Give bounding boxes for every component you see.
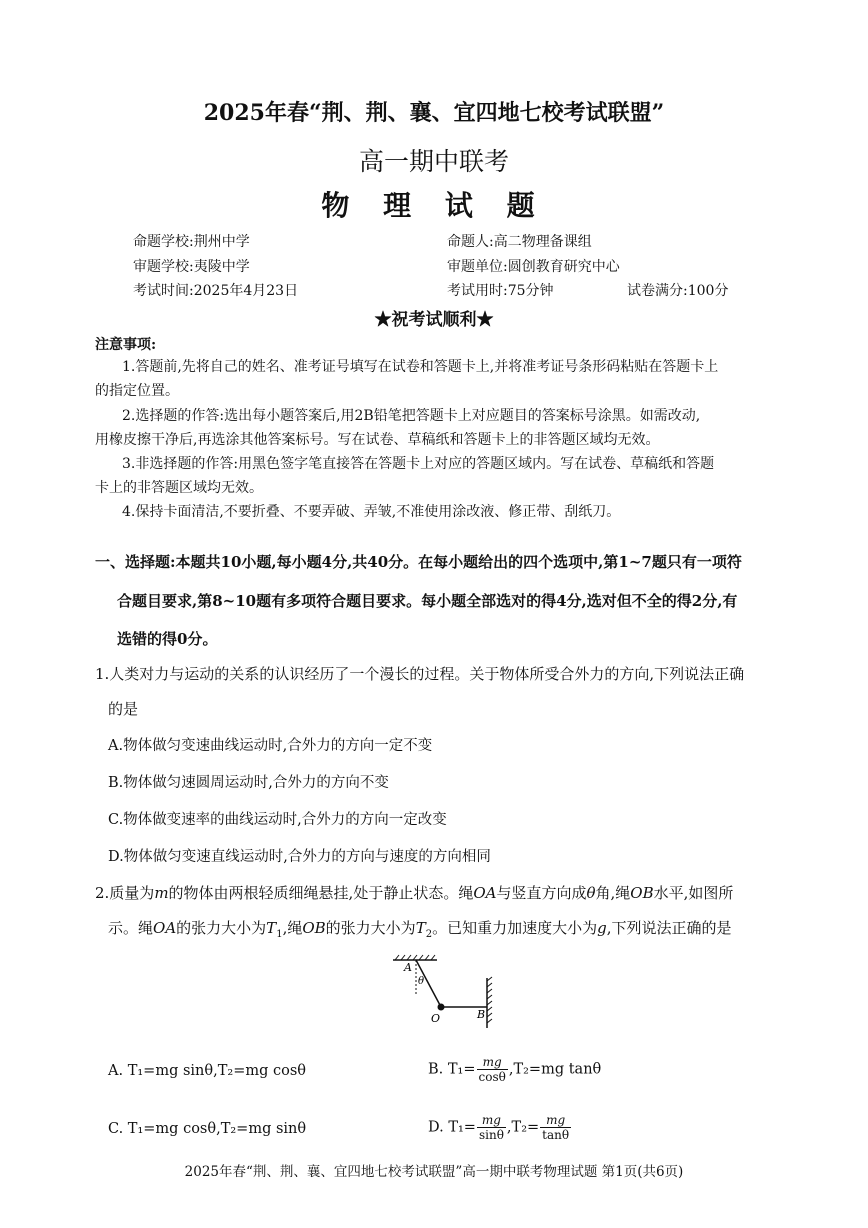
fraction: $\frac{mg}{\sin\theta}$ <box>478 1113 504 1142</box>
mass-point <box>438 1004 445 1011</box>
q2-option-b: B. T₁= $\frac{mg}{\cos\theta}$ ,T₂=mg tanθ <box>428 1055 602 1084</box>
q1-stem-line1: 1.人类对力与运动的关系的认识经历了一个漫长的过程。关于物体所受合外力的方向,下列说法正确 <box>95 665 745 683</box>
subject-title: 物 理 试 题 <box>321 189 547 222</box>
q2-option-a: A. T₁=mg sinθ,T₂=mg cosθ <box>108 1063 307 1079</box>
meta-school-review: 审题学校:夷陵中学 <box>133 259 250 275</box>
q2-stem-line1: 2.质量为m的物体由两根轻质细绳悬挂,处于静止状态。绳OA与竖直方向成θ角,绳OB水平,如图所 <box>95 884 734 902</box>
note-1b: 的指定位置。 <box>95 383 179 399</box>
page-footer: 2025年春“荆、荆、襄、宜四地七校考试联盟”高一期中联考物理试题 第1页(共6页) <box>184 1164 684 1180</box>
note-2a: 2.选择题的作答:选出每小题答案后,用2B铅笔把答题卡上对应题目的答案标号涂黑。如需改动, <box>122 408 701 424</box>
note-3b: 卡上的非答题区域均无效。 <box>95 480 263 496</box>
q1-option-d: D.物体做匀变速直线运动时,合外力的方向与速度的方向相同 <box>108 849 491 865</box>
label-theta: θ <box>418 976 425 987</box>
q1-stem-line2: 的是 <box>108 700 139 718</box>
fraction: $\frac{mg}{\tan\theta}$ <box>542 1113 570 1142</box>
meta-full-score: 试卷满分:100分 <box>627 283 729 299</box>
label-b: B <box>477 1008 486 1021</box>
exam-union-title: 2025年春“荆、荆、襄、宜四地七校考试联盟” <box>203 100 665 126</box>
meta-exam-date: 考试时间:2025年4月23日 <box>133 283 299 299</box>
fraction: $\frac{mg}{\cos\theta}$ <box>478 1055 506 1084</box>
q1-option-b: B.物体做匀速圆周运动时,合外力的方向不变 <box>108 775 389 791</box>
note-4: 4.保持卡面清洁,不要折叠、不要弄破、弄皱,不准使用涂改液、修正带、刮纸刀。 <box>122 504 621 520</box>
label-a: A <box>404 961 412 974</box>
q2-option-c: C. T₁=mg cosθ,T₂=mg sinθ <box>108 1121 307 1137</box>
section1-line1: 一、选择题:本题共10小题,每小题4分,共40分。在每小题给出的四个选项中,第1~7题只有一项符 <box>95 553 742 571</box>
q1-option-a: A.物体做匀变速曲线运动时,合外力的方向一定不变 <box>108 738 433 754</box>
good-luck-banner: ★祝考试顺利★ <box>374 310 494 330</box>
notes-title: 注意事项: <box>95 337 157 353</box>
q2-figure <box>385 954 500 1032</box>
exam-subtitle: 高一期中联考 <box>358 147 509 176</box>
note-1a: 1.答题前,先将自己的姓名、准考证号填写在试卷和答题卡上,并将准考证号条形码粘贴在答题卡上 <box>122 359 719 375</box>
q2-stem-line2: 示。绳OA的张力大小为$T_1$,绳OB的张力大小为$T_2$。已知重力加速度大小为g,下列说法正确的是 <box>108 919 732 940</box>
q1-option-c: C.物体做变速率的曲线运动时,合外力的方向一定改变 <box>108 812 447 828</box>
meta-school-set: 命题学校:荆州中学 <box>133 234 250 250</box>
section1-line3: 选错的得0分。 <box>117 630 218 648</box>
note-3a: 3.非选择题的作答:用黑色签字笔直接答在答题卡上对应的答题区域内。写在试卷、草稿纸和答题 <box>122 456 715 472</box>
meta-review-unit: 审题单位:圆创教育研究中心 <box>447 259 620 275</box>
meta-setter: 命题人:高二物理备课组 <box>447 234 592 250</box>
q2-option-d: D. T₁= $\frac{mg}{\sin\theta}$ ,T₂= $\frac{mg}{\tan\theta}$ <box>428 1113 570 1142</box>
label-o: O <box>431 1012 441 1025</box>
section1-line2: 合题目要求,第8~10题有多项符合题目要求。每小题全部选对的得4分,选对但不全的得2分,有 <box>117 592 738 610</box>
meta-exam-duration: 考试用时:75分钟 <box>447 283 554 299</box>
note-2b: 用橡皮擦干净后,再选涂其他答案标号。写在试卷、草稿纸和答题卡上的非答题区域均无效。 <box>95 432 660 448</box>
